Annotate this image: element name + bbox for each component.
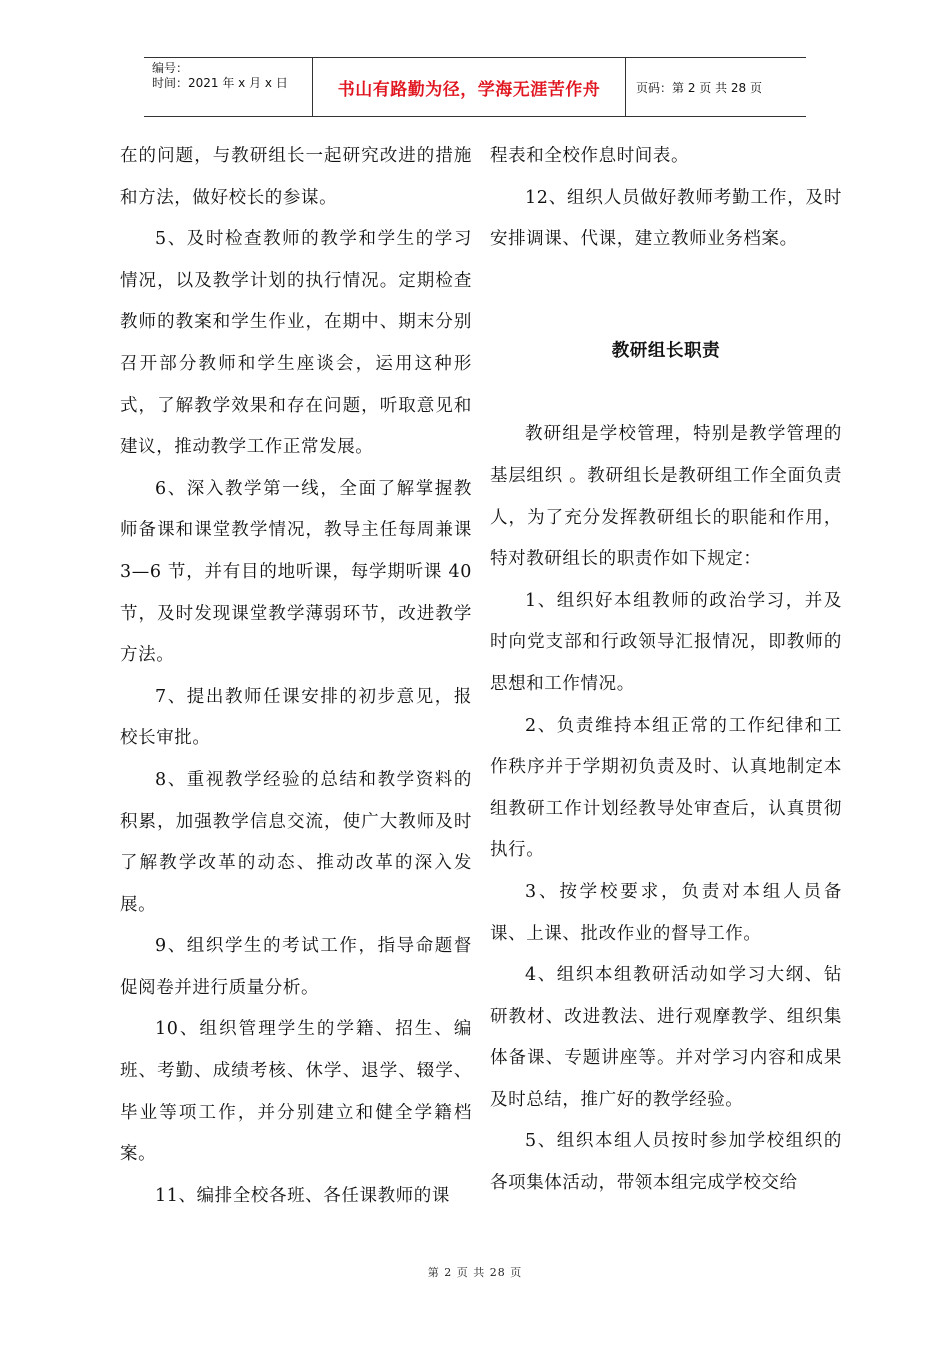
paragraph: 12、组织人员做好教师考勤工作，及时安排调课、代课，建立教师业务档案。 (490, 187, 842, 250)
page-footer: 第 2 页 共 28 页 (427, 1266, 523, 1279)
paragraph: 8、重视教学经验的总结和教学资料的积累，加强教学信息交流，使广大教师及时了解教学改革的动态、推动改革的深入发展。 (120, 769, 472, 915)
section-title: 教研组长职责 (611, 340, 721, 361)
paragraph: 教研组是学校管理，特别是教学管理的基层组织 。教研组长是教研组工作全面负责人，为了充分发挥教研组长的职能和作用，特对教研组长的职责作如下规定： (490, 424, 842, 570)
left-column (120, 136, 472, 1217)
paragraph: 6、深入教学第一线，全面了解掌握教师备课和课堂教学情况，教导主任每周兼课 3—6 节，并有目的地听课，每学期听课 40 节，及时发现课堂教学薄弱环节，改进教学方法。 (120, 478, 472, 666)
header-page-label: 页码：第 2 页 共 28 页 (636, 80, 762, 95)
right-column (490, 136, 842, 1205)
paragraph: 7、提出教师任课安排的初步意见，报校长审批。 (120, 686, 472, 749)
time-label: 时间：2021 年 x 月 x 日 (152, 76, 288, 90)
spacer (490, 261, 842, 331)
paragraph: 5、及时检查教师的教学和学生的学习情况，以及教学计划的执行情况。定期检查教师的教案和学生作业，在期中、期末分别召开部分教师和学生座谈会，运用这种形式，了解教学效果和存在问题，听取意见和建议，推动教学工作正常发展。 (120, 229, 472, 458)
paragraph: 在的问题，与教研组长一起研究改进的措施和方法，做好校长的参谋。 (120, 146, 472, 208)
paragraph: 3、按学校要求，负责对本组人员备课、上课、批改作业的督导工作。 (490, 881, 842, 944)
header-table (144, 57, 806, 117)
paragraph: 11、编排全校各班、各任课教师的课 (155, 1185, 450, 1206)
paragraph: 9、组织学生的考试工作，指导命题督促阅卷并进行质量分析。 (120, 936, 472, 998)
header-motto: 书山有路勤为径，学海无涯苦作舟 (312, 58, 626, 116)
header-meta (144, 58, 312, 116)
paragraph: 程表和全校作息时间表。 (490, 146, 690, 166)
paragraph: 1、组织好本组教师的政治学习，并及时向党支部和行政领导汇报情况，即教师的思想和工作情况。 (490, 590, 842, 694)
number-label: 编号： (152, 61, 189, 75)
paragraph: 5、组织本组人员按时参加学校组织的各项集体活动，带领本组完成学校交给 (490, 1131, 842, 1194)
paragraph: 10、组织管理学生的学籍、招生、编班、考勤、成绩考核、休学、退学、辍学、毕业等项工作，并分别建立和健全学籍档案。 (120, 1019, 472, 1165)
spacer (490, 372, 842, 414)
paragraph: 2、负责维持本组正常的工作纪律和工作秩序并于学期初负责及时、认真地制定本组教研工作计划经教导处审查后，认真贯彻执行。 (490, 715, 842, 861)
paragraph: 4、组织本组教研活动如学习大纲、钻研教材、改进教法、进行观摩教学、组织集体备课、专题讲座等。并对学习内容和成果及时总结，推广好的教学经验。 (490, 965, 842, 1110)
